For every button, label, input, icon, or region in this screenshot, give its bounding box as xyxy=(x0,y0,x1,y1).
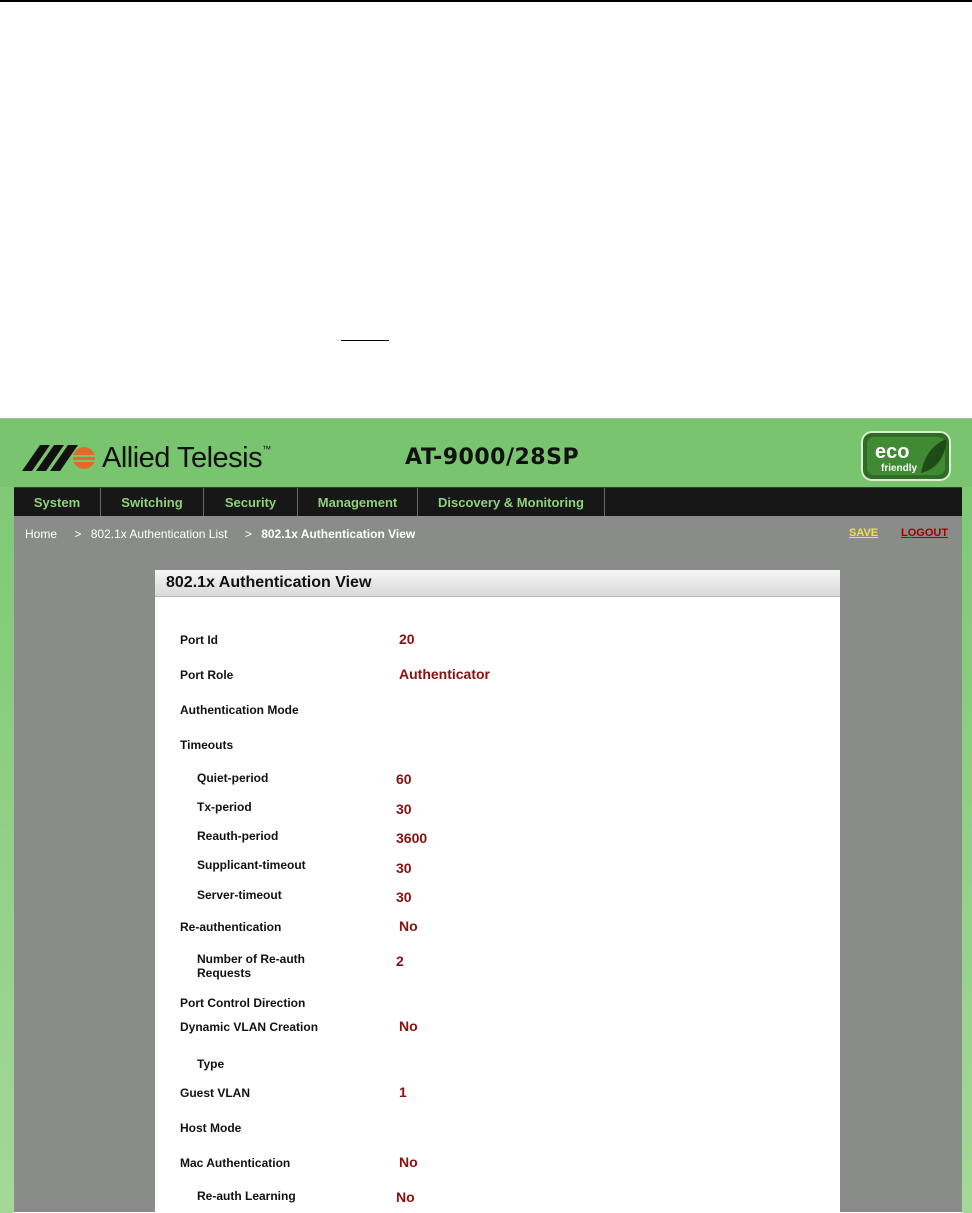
left-green-border xyxy=(0,419,14,1213)
server-timeout-value: 30 xyxy=(396,889,412,905)
tx-period-label: Tx-period xyxy=(197,800,252,814)
guest-vlan-label: Guest VLAN xyxy=(180,1086,251,1100)
supplicant-timeout-label: Supplicant-timeout xyxy=(197,858,306,872)
header-bar xyxy=(0,419,972,487)
dynamic-vlan-value: No xyxy=(399,1018,418,1034)
device-model: AT-9000/28SP xyxy=(405,445,580,470)
auth-mode-label: Authentication Mode xyxy=(180,703,299,717)
brand-name: Allied Telesis™ xyxy=(102,441,271,474)
allied-telesis-logo-mark-icon xyxy=(22,443,98,473)
breadcrumb-home[interactable]: Home xyxy=(25,527,58,541)
main-nav xyxy=(14,487,962,516)
port-role-label: Port Role xyxy=(180,668,234,682)
reauth-learning-value: No xyxy=(396,1189,415,1205)
supplicant-timeout-value: 30 xyxy=(396,860,412,876)
logout-link[interactable]: LOGOUT xyxy=(901,527,949,539)
nav-switching[interactable]: Switching xyxy=(101,488,204,516)
timeouts-label: Timeouts xyxy=(180,738,234,752)
reauth-period-label: Reauth-period xyxy=(197,829,279,843)
breadcrumb-separator: > xyxy=(244,527,252,541)
port-role-value: Authenticator xyxy=(399,666,490,682)
allied-telesis-logo xyxy=(22,441,271,475)
nav-discovery-monitoring[interactable]: Discovery & Monitoring xyxy=(418,488,605,516)
reauth-requests-value: 2 xyxy=(396,953,404,969)
breadcrumb-current: 802.1x Authentication View xyxy=(261,527,416,541)
port-id-value: 20 xyxy=(399,631,415,647)
auth-view-panel xyxy=(155,570,840,1213)
port-id-label: Port Id xyxy=(180,633,218,647)
document-top-rule xyxy=(0,0,972,2)
svg-text:friendly: friendly xyxy=(881,463,918,474)
reauth-requests-label: Number of Re-auth Requests xyxy=(197,952,305,980)
host-mode-label: Host Mode xyxy=(180,1121,242,1135)
tx-period-value: 30 xyxy=(396,801,412,817)
nav-management[interactable]: Management xyxy=(298,488,418,516)
quiet-period-value: 60 xyxy=(396,771,412,787)
document-underline xyxy=(341,340,389,341)
web-ui-screenshot xyxy=(0,418,972,1212)
reauth-period-value: 3600 xyxy=(396,830,428,846)
breadcrumb-separator: > xyxy=(74,527,82,541)
port-control-direction-label: Port Control Direction xyxy=(180,996,306,1010)
nav-security[interactable]: Security xyxy=(204,488,298,516)
guest-vlan-value: 1 xyxy=(399,1084,407,1100)
re-authentication-label: Re-authentication xyxy=(180,920,282,934)
svg-text:eco: eco xyxy=(875,441,910,463)
nav-system[interactable]: System xyxy=(14,488,101,516)
eco-friendly-badge-icon xyxy=(861,431,951,481)
mac-auth-label: Mac Authentication xyxy=(180,1156,291,1170)
dynamic-vlan-label: Dynamic VLAN Creation xyxy=(180,1020,319,1034)
reauth-learning-label: Re-auth Learning xyxy=(197,1189,296,1203)
re-authentication-value: No xyxy=(399,918,418,934)
type-label: Type xyxy=(197,1057,225,1071)
mac-auth-value: No xyxy=(399,1154,418,1170)
save-link[interactable]: SAVE xyxy=(849,527,879,539)
breadcrumb-auth-list[interactable]: 802.1x Authentication List xyxy=(90,527,228,541)
breadcrumb xyxy=(25,527,415,541)
right-green-border xyxy=(962,419,972,1213)
server-timeout-label: Server-timeout xyxy=(197,888,282,902)
quiet-period-label: Quiet-period xyxy=(197,771,269,785)
panel-title: 802.1x Authentication View xyxy=(155,570,840,597)
